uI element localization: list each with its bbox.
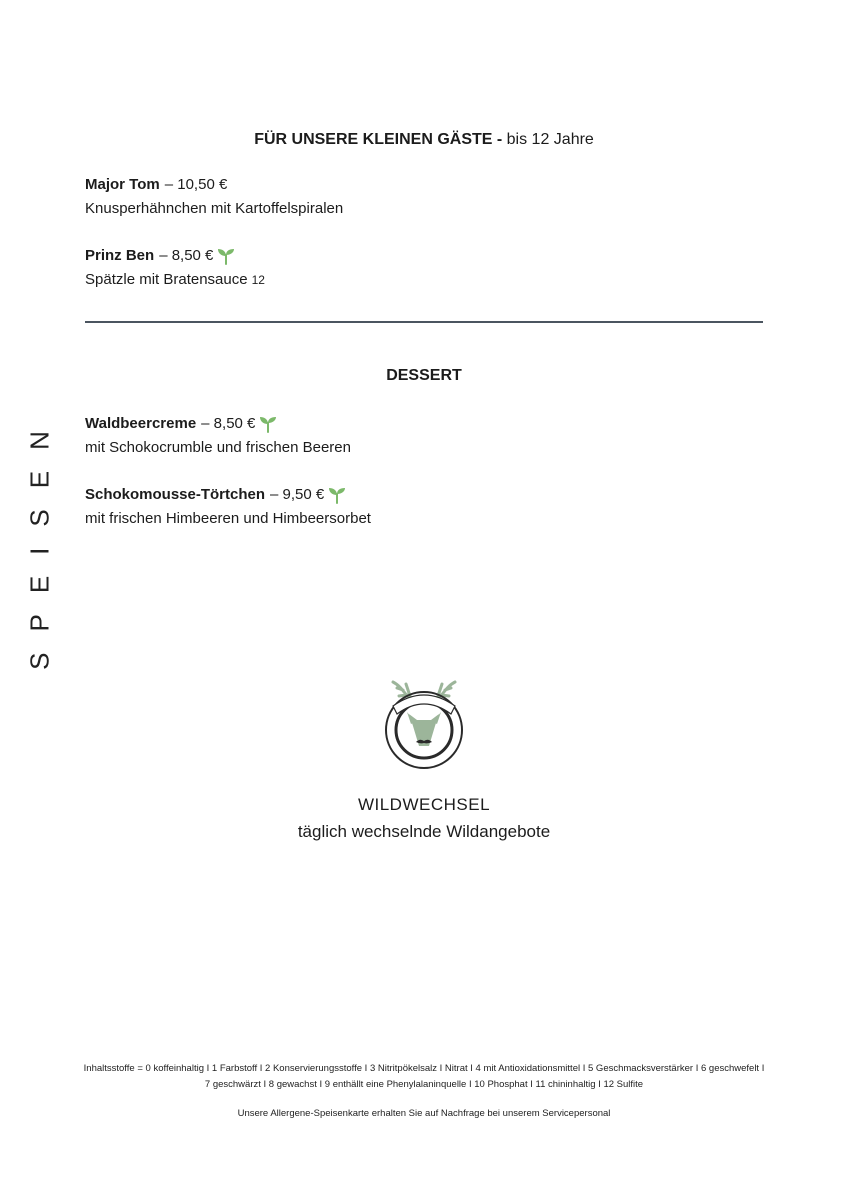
kids-title-bold: FÜR UNSERE KLEINEN GÄSTE - bbox=[254, 131, 503, 148]
item-name: Schokomousse-Törtchen bbox=[85, 486, 266, 503]
vegetarian-sprout-icon bbox=[259, 415, 277, 433]
item-description: Spätzle mit Bratensauce bbox=[85, 271, 248, 288]
deer-head-logo bbox=[379, 676, 469, 772]
allergen-legend: Inhaltsstoffe = 0 koffeinhaltig I 1 Farbstoff I 2 Konservierungsstoffe I 3 Nitritpökelsalz I Nitrat I 4 mit Antioxidationsmittel I 5 Geschmacksverstärker I 6 geschwefelt I 7 geschwärzt I 8 gewachst I 9 enthällt eine Phenylalaninquelle I 10 Phosphat I 11 chininhaltig I 12 Sulfite bbox=[83, 1063, 765, 1090]
allergen-code: 12 bbox=[251, 273, 265, 287]
item-price: – 9,50 € bbox=[270, 486, 325, 503]
item-description-row bbox=[85, 268, 765, 292]
side-label: SPEISEN bbox=[24, 410, 55, 670]
menu-item-waldbeercreme bbox=[85, 412, 765, 460]
menu-item-schokomousse-toertchen bbox=[85, 483, 765, 531]
item-price: – 8,50 € bbox=[201, 415, 256, 432]
menu-item-prinz-ben bbox=[85, 244, 765, 292]
item-name: Waldbeercreme bbox=[85, 415, 197, 432]
wild-subtitle: täglich wechselnde Wildangebote bbox=[297, 822, 551, 841]
item-name: Major Tom bbox=[85, 176, 160, 193]
kids-section-title bbox=[0, 131, 848, 149]
kids-title-age: bis 12 Jahre bbox=[502, 131, 594, 148]
item-description: Knusperhähnchen mit Kartoffelspiralen bbox=[85, 200, 344, 217]
item-price: – 8,50 € bbox=[159, 247, 214, 264]
item-name: Prinz Ben bbox=[85, 247, 155, 264]
dessert-section-title: DESSERT bbox=[386, 367, 462, 384]
item-description: mit Schokocrumble und frischen Beeren bbox=[85, 439, 351, 456]
allergen-note: Unsere Allergene-Speisenkarte erhalten Sie auf Nachfrage bei unserem Servicepersonal bbox=[237, 1108, 611, 1119]
menu-item-major-tom bbox=[85, 173, 765, 221]
wild-title: WILDWECHSEL bbox=[357, 795, 491, 814]
section-divider bbox=[85, 321, 763, 323]
item-description: mit frischen Himbeeren und Himbeersorbet bbox=[85, 510, 371, 527]
vegetarian-sprout-icon bbox=[328, 486, 346, 504]
item-price: – 10,50 € bbox=[164, 176, 228, 193]
vegetarian-sprout-icon bbox=[217, 247, 235, 265]
